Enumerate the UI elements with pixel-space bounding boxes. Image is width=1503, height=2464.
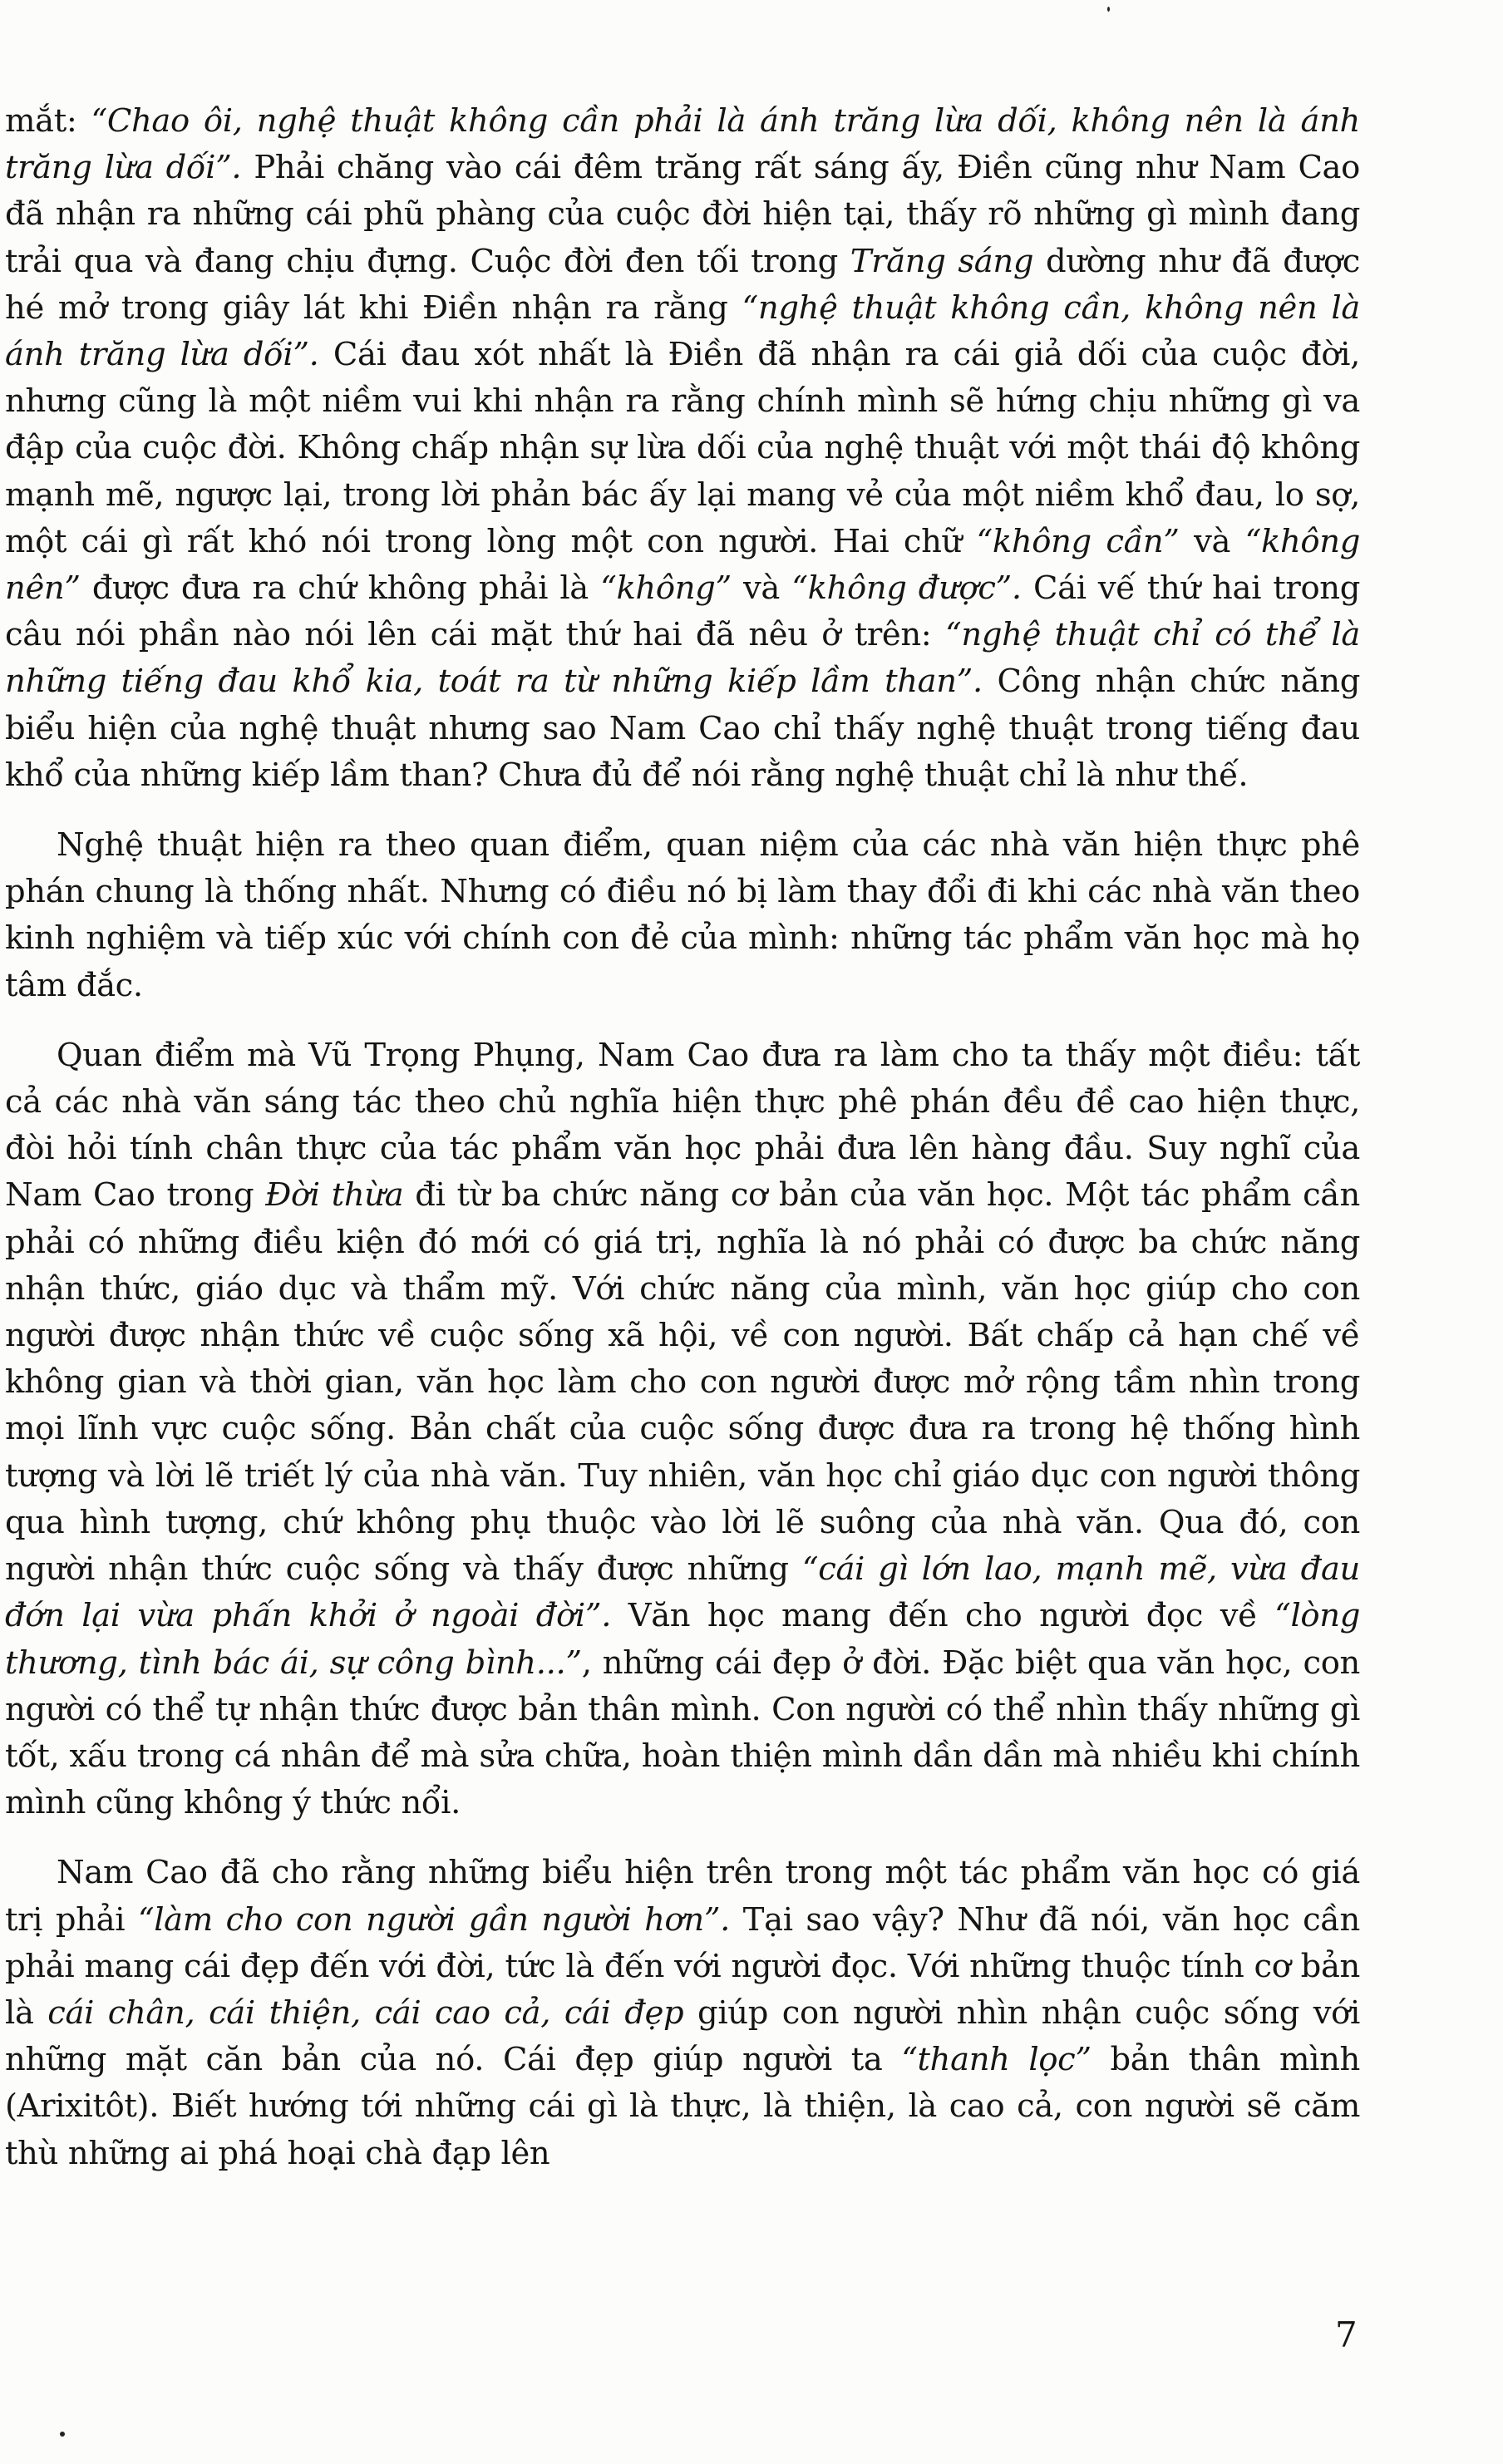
text-run: Nam Cao đã cho rằng những biểu hiện trên trong một tác phẩm văn học có giá trị phải bbox=[5, 1854, 1360, 1939]
text-run: Văn học mang đến cho người đọc về bbox=[611, 1597, 1275, 1635]
italic-run: “không cần” bbox=[976, 522, 1180, 560]
text-run: Nghệ thuật hiện ra theo quan điểm, quan niệm của các nhà văn hiện thực phê phán chung là thống nhất. Nhưng có điều nó bị làm thay đổi đi khi các nhà văn theo kinh nghiệm và tiếp xúc với chính con đẻ của mình: những tác phẩm văn học mà họ tâm đắc. bbox=[5, 826, 1360, 1004]
paragraph-2 bbox=[5, 822, 1360, 1009]
italic-run: “thanh lọc” bbox=[901, 2041, 1092, 2079]
page-number: 7 bbox=[1335, 2314, 1358, 2355]
text-run: đi từ ba chức năng cơ bản của văn học. Một tác phẩm cần phải có những điều kiện đó mới có giá trị, nghĩa là nó phải có được ba chức năng nhận thức, giáo dục và thẩm mỹ. Với chức năng của mình, văn học giúp cho con người được nhận thức về cuộc sống xã hội, về con người. Bất chấp cả hạn chế về không gian và thời gian, văn học làm cho con người được mở rộng tầm nhìn trong mọi lĩnh vực cuộc sống. Bản chất của cuộc sống được đưa ra trong hệ thống hình tượng và lời lẽ triết lý của nhà văn. Tuy nhiên, văn học chỉ giáo dục con người thông qua hình tượng, chứ không phụ thuộc vào lời lẽ suông của nhà văn. Qua đó, con người nhận thức cuộc sống và thấy được những bbox=[5, 1176, 1360, 1589]
text-run: Cái đau xót nhất là Điền đã nhận ra cái giả dối của cuộc đời, nhưng cũng là một niềm vui khi nhận ra rằng chính mình sẽ hứng chịu những gì va đập của cuộc đời. Không chấp nhận sự lừa dối của nghệ thuật với một thái độ không mạnh mẽ, ngược lại, trong lời phản bác ấy lại mang vẻ của một niềm khổ đau, lo sợ, một cái gì rất khó nói trong lòng một con người. Hai chữ bbox=[5, 336, 1361, 560]
italic-run: cái chân, cái thiện, cái cao cả, cái đẹp bbox=[47, 1993, 684, 2032]
text-run: Cái vế thứ hai trong câu nói phần nào nói lên cái mặt thứ hai đã nêu ở trên: bbox=[5, 569, 1361, 654]
italic-run: “Chao ôi, nghệ thuật không cần phải là ánh trăng lừa dối, không nên là ánh trăng lừa dối”. bbox=[5, 102, 1360, 187]
scan-speck bbox=[1107, 7, 1110, 12]
italic-run: “không” bbox=[600, 569, 732, 608]
text-run: Phải chăng vào cái đêm trăng rất sáng ấy, Điền cũng như Nam Cao đã nhận ra những cái phũ phàng của cuộc đời hiện tại, thấy rõ những gì mình đang trải qua và đang chịu đựng. Cuộc đời đen tối trong bbox=[5, 149, 1360, 280]
paragraph-3 bbox=[5, 1032, 1360, 1826]
italic-run: “nghệ thuật chỉ có thể là những tiếng đau khổ kia, toát ra từ những kiếp lầm than”. bbox=[5, 616, 1360, 701]
paragraph-1 bbox=[5, 98, 1360, 799]
body-text bbox=[5, 98, 1360, 2200]
text-run: được đưa ra chứ không phải là bbox=[80, 569, 601, 608]
italic-run: Trăng sáng bbox=[850, 242, 1034, 280]
italic-run: “không nên” bbox=[5, 522, 1360, 608]
italic-run: “lòng thương, tình bác ái, sự công bình...” bbox=[5, 1597, 1361, 1682]
italic-run: “cái gì lớn lao, mạnh mẽ, vừa đau đớn lại vừa phấn khởi ở ngoài đời”. bbox=[5, 1550, 1360, 1635]
italic-run: “nghệ thuật không cần, không nên là ánh trăng lừa dối”. bbox=[5, 288, 1360, 374]
text-run: mắt: bbox=[5, 102, 91, 140]
paragraph-4 bbox=[5, 1850, 1360, 2176]
scan-speck bbox=[60, 2432, 65, 2437]
text-run: Quan điểm mà Vũ Trọng Phụng, Nam Cao đưa ra làm cho ta thấy một điều: tất cả các nhà văn sáng tác theo chủ nghĩa hiện thực phê phán đều đề cao hiện thực, đòi hỏi tính chân thực của tác phẩm văn học phải đưa lên hàng đầu. Suy nghĩ của Nam Cao trong bbox=[5, 1036, 1360, 1215]
text-run: và bbox=[1179, 522, 1245, 560]
text-run: , những cái đẹp ở đời. Đặc biệt qua văn học, con người có thể tự nhận thức được bản thân mình. Con người có thể nhìn thấy những gì tốt, xấu trong cá nhân để mà sửa chữa, hoàn thiện mình dần dần mà nhiều khi chính mình cũng không ý thức nổi. bbox=[5, 1643, 1360, 1822]
text-run: bản thân mình (Arixitôt). Biết hướng tới những cái gì là thực, là thiện, là cao cả, con người sẽ căm thù những ai phá hoại chà đạp lên bbox=[5, 2041, 1361, 2172]
italic-run: “làm cho con người gần người hơn”. bbox=[137, 1900, 731, 1939]
text-run: giúp con người nhìn nhận cuộc sống với những mặt căn bản của nó. Cái đẹp giúp người ta bbox=[5, 1993, 1360, 2079]
italic-run: Đời thừa bbox=[265, 1176, 404, 1215]
text-run: Tại sao vậy? Như đã nói, văn học cần phải mang cái đẹp đến với đời, tức là đến với người đọc. Với những thuộc tính cơ bản là bbox=[5, 1900, 1360, 2032]
text-run: Công nhận chức năng biểu hiện của nghệ thuật nhưng sao Nam Cao chỉ thấy nghệ thuật trong tiếng đau khổ của những kiếp lầm than? Chưa đủ để nói rằng nghệ thuật chỉ là như thế. bbox=[5, 663, 1360, 794]
text-run: và bbox=[731, 569, 792, 608]
italic-run: “không được”. bbox=[791, 569, 1022, 608]
text-run: dường như đã được hé mở trong giây lát khi Điền nhận ra rằng bbox=[5, 242, 1360, 327]
